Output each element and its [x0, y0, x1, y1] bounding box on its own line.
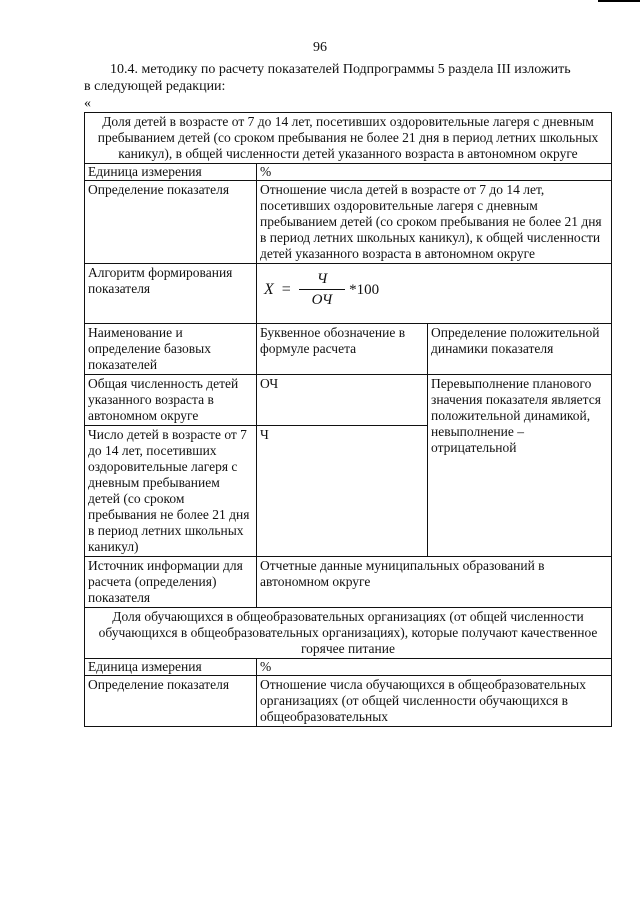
- definition-label-2: Определение показателя: [85, 676, 257, 727]
- unit-value: %: [257, 164, 612, 181]
- base-indicator-name: Число детей в возрасте от 7 до 14 лет, посетивших оздоровительные лагеря с дневным пребыванием детей (со сроком пребывания не более 21 дня в период летних школьных каникул): [85, 426, 257, 557]
- definition-value-2: Отношение числа обучающихся в общеобразовательных организациях (от общей численности обучающихся в общеобразовательных: [257, 676, 612, 727]
- indicator-2-title-row: [85, 608, 612, 659]
- algorithm-row: [85, 264, 612, 324]
- unit-label-2: Единица измерения: [85, 659, 257, 676]
- formula-numerator: Ч: [299, 271, 345, 290]
- corner-mark: [598, 0, 640, 2]
- unit-row: [85, 164, 612, 181]
- formula-cell: [257, 264, 612, 324]
- base-indicator-name: Общая численность детей указанного возраста в автономном округе: [85, 375, 257, 426]
- opening-quote: «: [84, 96, 91, 111]
- base-indicator-symbol: ОЧ: [257, 375, 428, 426]
- base-header-symbol: Буквенное обозначение в формуле расчета: [257, 324, 428, 375]
- intro-line-2: в следующей редакции:: [84, 79, 226, 94]
- unit-label: Единица измерения: [85, 164, 257, 181]
- unit-value-2: %: [257, 659, 612, 676]
- page-number: 96: [313, 40, 327, 55]
- formula-equals: =: [281, 280, 291, 298]
- indicator-1-title-row: [85, 113, 612, 164]
- formula-fraction: [299, 271, 345, 308]
- intro-line-1: 10.4. методику по расчету показателей Подпрограммы 5 раздела III изложить: [110, 62, 571, 77]
- source-value: Отчетные данные муниципальных образований в автономном округе: [257, 557, 612, 608]
- unit-row-2: [85, 659, 612, 676]
- definition-value: Отношение числа детей в возрасте от 7 до 14 лет, посетивших оздоровительные лагеря с дневным пребыванием детей (со сроком пребывания не более 21 дня в период летних школьных каникул), к общей численности детей указанного возраста в автономном округе: [257, 181, 612, 264]
- source-row: [85, 557, 612, 608]
- intro-paragraph: [84, 61, 604, 95]
- base-indicators-header-row: [85, 324, 612, 375]
- formula-denominator: ОЧ: [311, 292, 333, 308]
- base-header-name: Наименование и определение базовых показателей: [85, 324, 257, 375]
- definition-row-2: [85, 676, 612, 727]
- definition-label: Определение показателя: [85, 181, 257, 264]
- indicator-methodology-table: [84, 112, 612, 727]
- base-header-dynamics: Определение положительной динамики показателя: [428, 324, 612, 375]
- base-indicator-symbol: Ч: [257, 426, 428, 557]
- definition-row: [85, 181, 612, 264]
- calculation-formula: [260, 265, 608, 308]
- algorithm-label: Алгоритм формирования показателя: [85, 264, 257, 324]
- source-label: Источник информации для расчета (определения) показателя: [85, 557, 257, 608]
- indicator-1-title: Доля детей в возрасте от 7 до 14 лет, посетивших оздоровительные лагеря с дневным пребыванием детей (со сроком пребывания не более 21 дня в период летних школьных каникул), в общей численности детей указанного возраста в автономном округе: [85, 113, 612, 164]
- formula-multiplier: *100: [349, 281, 380, 298]
- indicator-2-title: Доля обучающихся в общеобразовательных организациях (от общей численности обучающихся в общеобразовательных организациях), которые получают качественное горячее питание: [85, 608, 612, 659]
- formula-lhs: X: [264, 280, 274, 298]
- positive-dynamics-definition: Перевыполнение планового значения показателя является положительной динамикой, невыполнение – отрицательной: [428, 375, 612, 557]
- base-indicator-row: [85, 375, 612, 426]
